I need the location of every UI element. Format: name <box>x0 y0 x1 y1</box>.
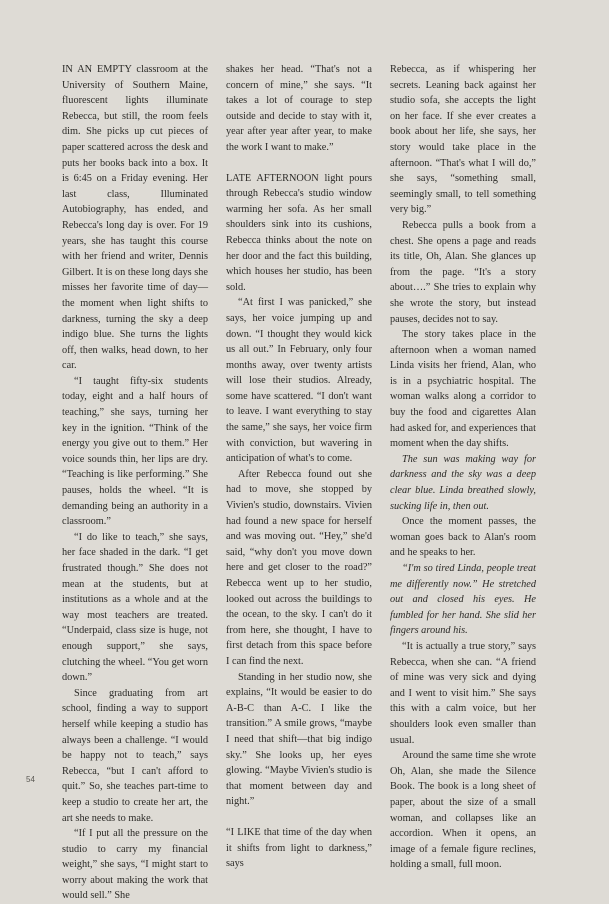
section-opening-paragraph: “I LIKE that time of the day when it shifts from light to darkness,” says <box>226 826 372 870</box>
paragraph: “It is actually a true story,” says Rebecca, when she can. “A friend of mine was very sick and dying and I went to visit him.” She says this with a calm voice, but her shoulders look even smaller than usual. <box>390 640 536 746</box>
text-column-3 <box>390 62 536 873</box>
paragraph: Rebecca, as if whispering her secrets. Leaning back against her studio sofa, she accepts the light on her face. If she ever creates a book about her life, she says, her story would take place in the afternoon. “That's what I will do,” she says, “something small, seemingly small, to tell something very big.” <box>390 64 536 216</box>
paragraph: shakes her head. “That's not a concern of mine,” she says. “It takes a lot of courage to step outside and decide to stay with it, year after year after year, to make the work I want to make.” <box>226 64 372 153</box>
paragraph: “I do like to teach,” she says, her face shaded in the dark. “I get frustrated though.” She does not mean at the students, but at institutions as a whole and at the way most teachers are treated. “Underpaid, class size is huge, not enough support,” she says, clutching the wheel. “You get worn down.” <box>62 531 208 684</box>
text-column-2 <box>226 62 372 872</box>
paragraph: Once the moment passes, the woman goes back to Alan's room and he speaks to her. <box>390 516 536 559</box>
paragraph: Since graduating from art school, finding a way to support herself while keeping a studio has always been a challenge. “I would be happy not to teach,” says Rebecca, “but I can't afford to quit.” So, she teaches part-time to keep a studio to create her art, the art she needs to make. <box>62 687 208 824</box>
paragraph: IN AN EMPTY classroom at the University of Southern Maine, fluorescent lights illuminate Rebecca, but still, the room feels dim. She picks up cut pieces of paper scattered across the desk and puts her books back into a box. It is 6:45 on a Friday evening. Her last class, Illuminated Autobiography, has ended, and Rebecca's long day is over. For 19 years, she has taught this course with her friend and writer, Dennis Gilbert. It is on these long days she misses her favorite time of day—the moment when light shifts to darkness, turning the sky a deep indigo blue. She turns the lights off, then walks, head down, to her car. <box>62 64 208 372</box>
page-number: 54 <box>26 775 35 784</box>
italic-excerpt: The sun was making way for darkness and the sky was a deep clear blue. Linda breathed slowly, sucking life in, then out. <box>390 453 536 512</box>
paragraph: Standing in her studio now, she explains, “It would be easier to do A-B-C than A-C. I like the transition.” A smile grows, “maybe I need that shift—that big indigo sky.” She looks up, her eyes glowing. “Maybe Vivien's studio is that moment between day and night.” <box>226 671 372 808</box>
section-opening-paragraph: LATE AFTERNOON light pours through Rebecca's studio window warming her sofa. As her small shoulders sink into its cushions, Rebecca thinks about the note on her door and the fact this building, which houses her studio, has been sold. <box>226 172 372 293</box>
paragraph: After Rebecca found out she had to move, she stopped by Vivien's studio, downstairs. Vivien had found a new space for herself and was moving out. “Hey,” she'd said, “why don't you move down here and get closer to the road?” Rebecca went up to her studio, looked out across the buildings to the ocean, to the sky. I can't do it from here, she thought, I have to first detach from this space before I can find the next. <box>226 468 372 667</box>
text-column-1 <box>62 62 208 904</box>
paragraph: The story takes place in the afternoon when a woman named Linda visits her friend, Alan, who is in a psychiatric hospital. The woman walks along a corridor to buy the food and cigarettes Alan had asked for, and experiences that moment when the day shifts. <box>390 329 536 450</box>
paragraph: “If I put all the pressure on the studio to carry my financial weight,” she says, “I might start to worry about making the work that would sell.” She <box>62 828 208 902</box>
paragraph: Rebecca pulls a book from a chest. She opens a page and reads its title, Oh, Alan. She glances up from the page. “It's a story about….” She tries to explain why she wrote the story, but instead pauses, decides not to say. <box>390 219 536 325</box>
paragraph: “At first I was panicked,” she says, her voice jumping up and down. “I thought they would kick us all out.” In February, only four months away, over twenty artists will lose their studios. Already, some have scattered. “I don't want to leave. I want everything to stay the same,” she says, her voice firm with conviction, but wavering in anticipation of what's to come. <box>226 297 372 465</box>
paragraph: Around the same time she wrote Oh, Alan, she made the Silence Book. The book is a long sheet of paper, about the size of a small woman, and collapses like an accordion. When it opens, an image of a female figure reclines, holding a small, full moon. <box>390 750 536 871</box>
italic-excerpt: “I'm so tired Linda, people treat me differently now.” He stretched out and closed his eyes. He fumbled for her hand. She slid her fingers around his. <box>390 563 536 637</box>
paragraph: “I taught fifty-six students today, eight and a half hours of teaching,” she says, turning her key in the ignition. “Think of the energy you give out to them.” Her voice sounds thin, her lips are dry. “Teaching is like performing.” She pauses, holds the wheel. “It is demanding being an authority in a classroom.” <box>62 375 208 528</box>
